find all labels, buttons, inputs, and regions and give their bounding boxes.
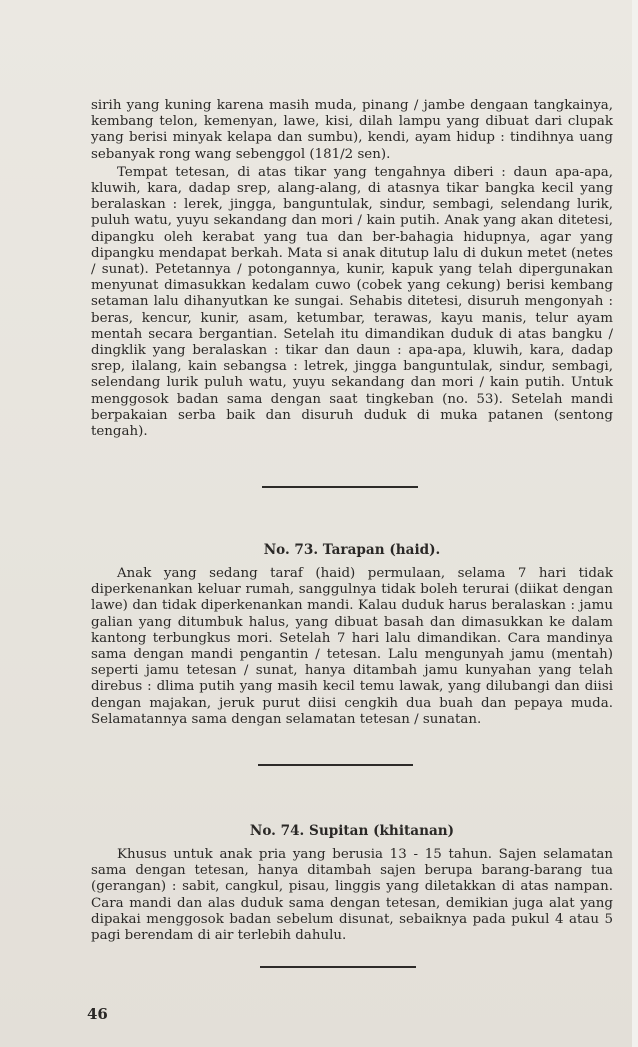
section-74-body [91, 847, 613, 944]
continued-text-block [91, 98, 613, 440]
section-73-body [91, 566, 613, 728]
page-number: 46 [87, 1005, 108, 1023]
section-divider [260, 966, 416, 968]
section-73-heading: No. 73. Tarapan (haid). [263, 542, 441, 558]
section-divider [258, 764, 413, 766]
section-74-paragraph: Khusus untuk anak pria yang berusia 13 - 15 tahun. Sajen selamatan sama dengan tetesan, hanya ditambah sajen berupa barang-barang tua (gerangan) : sabit, cangkul, pisau, linggis yang diletakkan di atas nampan. Cara mandi dan alas duduk sama dengan tetesan, demikian juga alat yang dipakai menggosok badan sebelum disunat, sebaiknya pada pukul 4 atau 5 pagi berendam di air terlebih dahulu. [91, 847, 613, 944]
section-divider [262, 486, 418, 488]
continued-paragraph: sirih yang kuning karena masih muda, pinang / jambe dengaan tangkainya, kembang telon, kemenyan, lawe, kisi, dilah lampu yang dibuat dari clupak yang berisi minyak kelapa dan sumbu), kendi, ayam hidup : tindihnya uang sebanyak rong wang sebenggol (181/2 sen). [91, 98, 613, 162]
section-73-paragraph: Anak yang sedang taraf (haid) permulaan, selama 7 hari tidak diperkenankan keluar rumah, sanggulnya tidak boleh terurai (diikat dengan lawe) dan tidak diperkenankan mandi. Kalau duduk harus beralaskan : jamu galian yang ditumbuk halus, yang dibuat basah dan dimasukkan ke dalam kantong terbungkus mori. Setelah 7 hari lalu dimandikan. Cara mandinya sama dengan mandi pengantin / tetesan. Lalu mengunyah jamu (mentah) seperti jamu tetesan / sunat, hanya ditambah jamu kunyahan yang telah direbus : dlima putih yang masih kecil temu lawak, yang dilubangi dan diisi dengan majakan, jeruk purut diisi cengkih dua buah dan pepaya muda. Selamatannya sama dengan selamatan tetesan / sunatan. [91, 566, 613, 727]
tetesan-paragraph: Tempat tetesan, di atas tikar yang tengahnya diberi : daun apa-apa, kluwih, kara, dadap srep, alang-alang, di atasnya tikar bangka kecil yang beralaskan : lerek, jingga, banguntulak, sindur, sembagi, selendang lurik, puluh watu, yuyu sekandang dan mori / kain putih. Anak yang akan ditetesi, dipangku oleh kerabat yang tua dan ber-bahagia hidupnya, agar yang dipangku mendapat berkah. Mata si anak ditutup lalu di dukun metet (netes / sunat). Petetannya / potongannya, kunir, kapuk yang telah dipergunakan menyunat dimasukkan kedalam cuwo (cobek yang cekung) berisi kembang setaman lalu dihanyutkan ke sungai. Sehabis ditetesi, disuruh mengonyah : beras, kencur, kunir, asam, ketumbar, terawas, kayu manis, telur ayam mentah secara bergantian. Setelah itu dimandikan duduk di atas bangku / dingklik yang beralaskan : tikar dan daun : apa-apa, kluwih, kara, dadap srep, ilalang, kain sebangsa : letrek, jingga banguntulak, sindur, sembagi, selendang lurik puluh watu, yuyu sekandang dan mori / kain putih. Untuk menggosok badan sama dengan saat tingkeban (no. 53). Setelah mandi berpakaian serba baik dan disuruh duduk di muka patanen (sentong tengah). [91, 164, 613, 440]
section-74-heading: No. 74. Supitan (khitanan) [249, 823, 455, 839]
